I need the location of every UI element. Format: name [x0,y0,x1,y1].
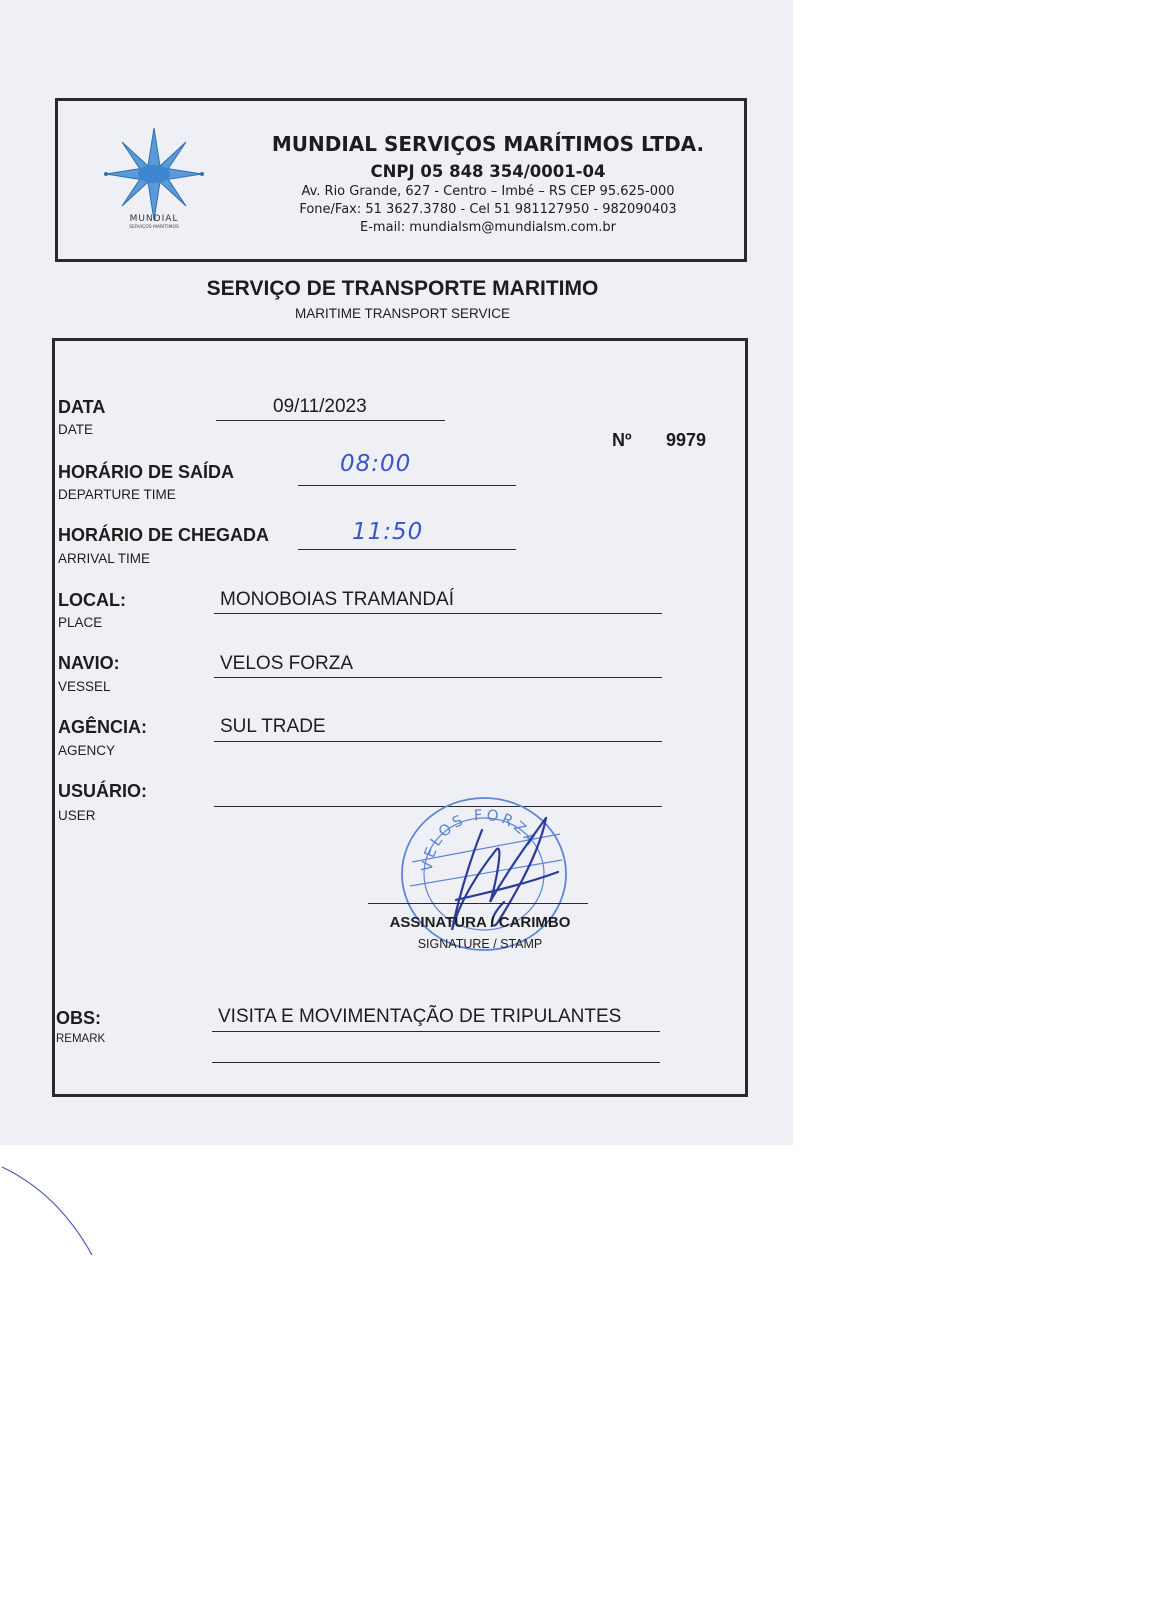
vessel-sublabel: VESSEL [58,679,111,694]
place-value: MONOBOIAS TRAMANDAÍ [220,589,455,610]
form-number: 9979 [666,430,707,450]
logo-text: MUNDIAL [129,214,179,224]
date-value: 09/11/2023 [273,396,367,417]
signature-sublabel: SIGNATURE / STAMP [417,937,543,951]
form-subtitle: MARITIME TRANSPORT SERVICE [294,306,511,321]
arrival-line [298,549,516,550]
pen-mark [0,1165,110,1275]
place-label: LOCAL: [58,590,126,610]
user-sublabel: USER [58,808,96,823]
company-name: MUNDIAL SERVIÇOS MARÍTIMOS LTDA. [271,132,705,156]
ship-stamp-seal [400,790,600,960]
agency-line [214,741,662,742]
agency-label: AGÊNCIA: [58,717,147,737]
vessel-label: NAVIO: [58,653,120,673]
form-title: SERVIÇO DE TRANSPORTE MARITIMO [206,277,599,300]
remark-value: VISITA E MOVIMENTAÇÃO DE TRIPULANTES [218,1006,622,1027]
company-cnpj: CNPJ 05 848 354/0001-04 [370,162,606,181]
user-label: USUÁRIO: [58,781,147,801]
departure-label: HORÁRIO DE SAÍDA [58,462,235,482]
signature-line [368,903,588,904]
svg-text:VELOS FORZA [418,806,542,873]
vessel-value: VELOS FORZA [220,653,354,674]
logo-subtext: SERVIÇOS MARÍTIMOS [129,225,179,230]
place-sublabel: PLACE [58,615,103,630]
departure-value: 08:00 [340,451,412,477]
arrival-sublabel: ARRIVAL TIME [58,551,151,566]
remark-label: OBS: [56,1008,101,1028]
remark-line-1 [212,1031,660,1032]
place-line [214,613,662,614]
company-email: E-mail: mundialsm@mundialsm.com.br [360,220,616,235]
signature-label: ASSINATURA / CARIMBO [389,914,571,931]
remark-line-2 [212,1062,660,1063]
remark-sublabel: REMARK [56,1033,106,1045]
date-line [216,420,445,421]
departure-line [298,485,516,486]
agency-sublabel: AGENCY [58,743,116,758]
arrival-label: HORÁRIO DE CHEGADA [58,525,270,545]
date-label: DATA [58,397,106,417]
company-phone: Fone/Fax: 51 3627.3780 - Cel 51 981127950 - 982090403 [299,202,677,217]
vessel-line [214,677,662,678]
company-logo [98,122,210,234]
stamp-text: VELOS FORZA [417,805,542,873]
stamp-and-signature [400,790,600,960]
arrival-value: 11:50 [352,519,424,545]
date-sublabel: DATE [58,422,94,437]
agency-value: SUL TRADE [220,716,326,737]
company-address: Av. Rio Grande, 627 - Centro – Imbé – RS CEP 95.625-000 [301,184,675,199]
departure-sublabel: DEPARTURE TIME [58,487,176,502]
form-number-label: Nº [612,430,632,450]
